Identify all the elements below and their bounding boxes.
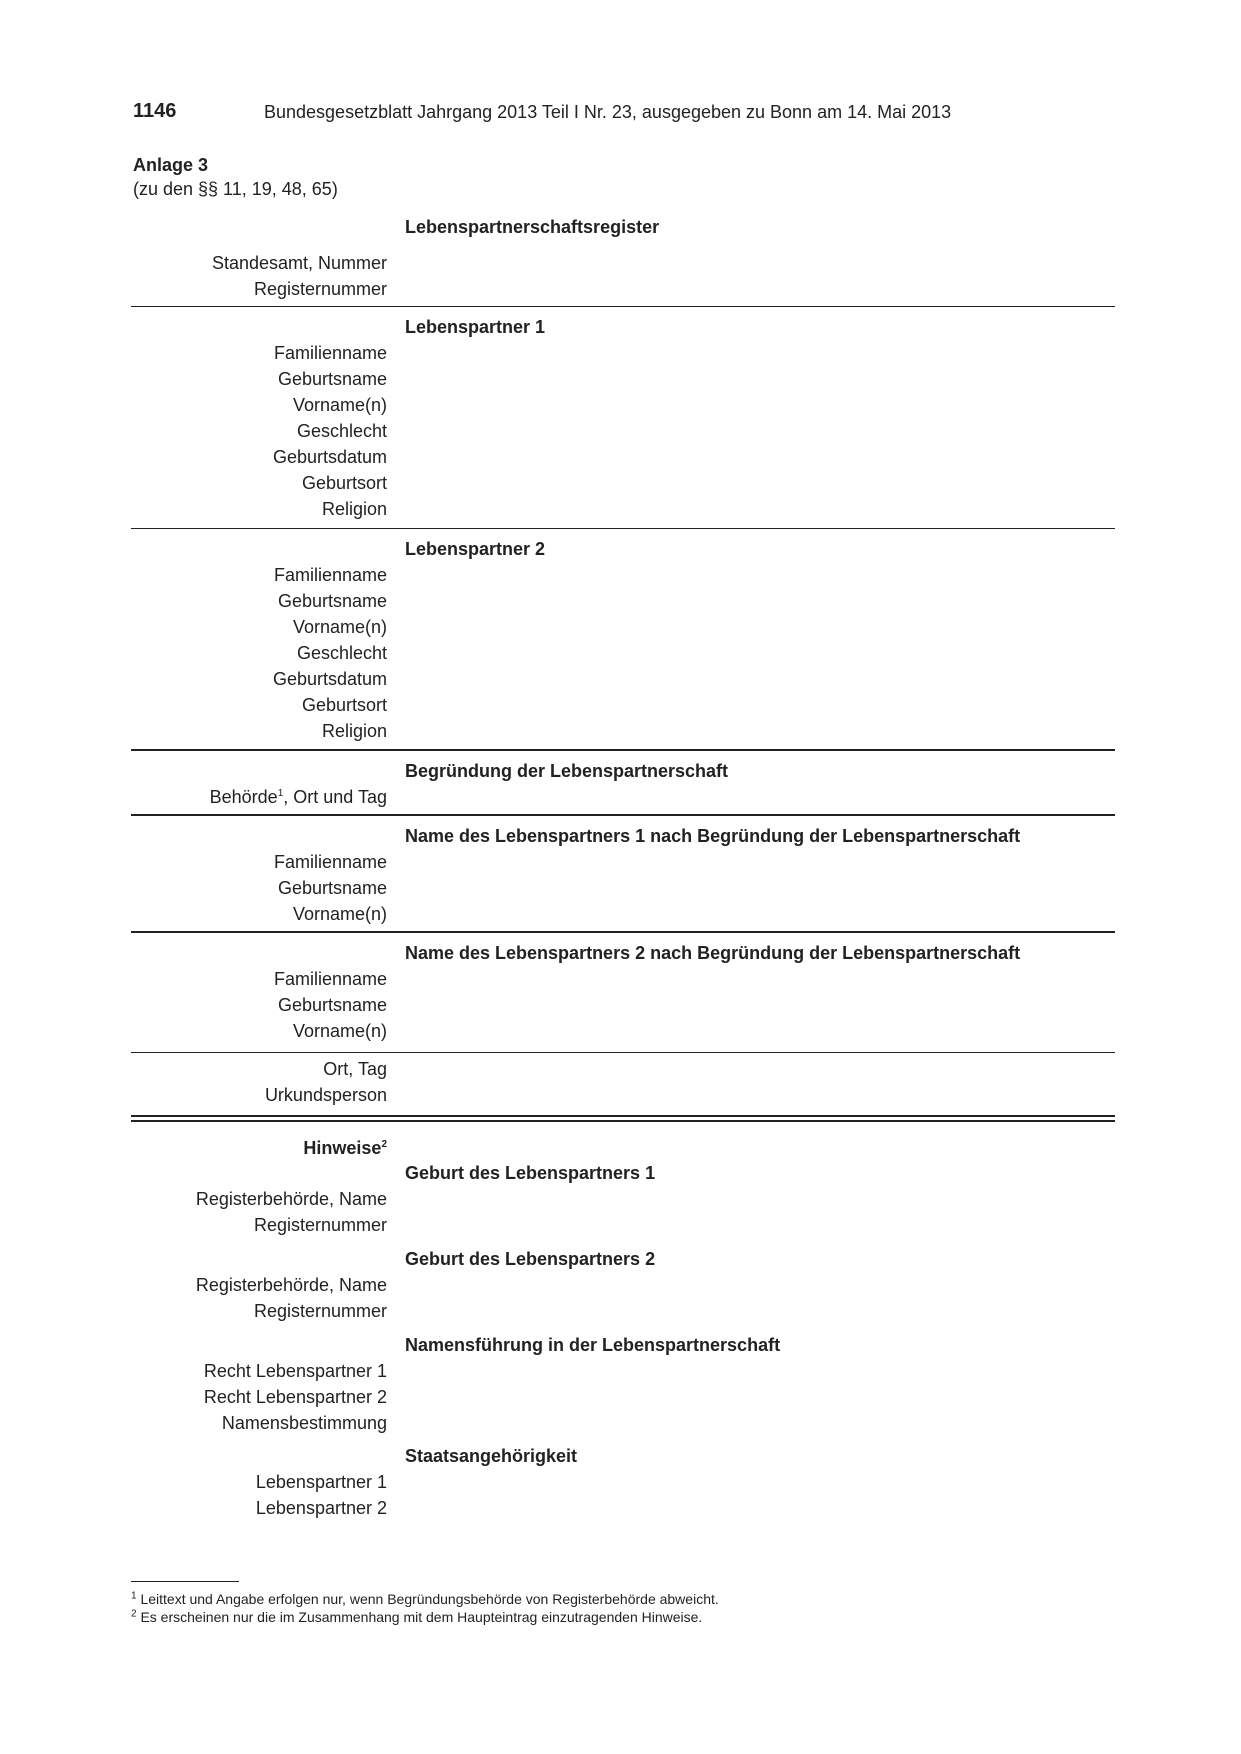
section-title-birth1: Geburt des Lebenspartners 1 [405, 1163, 656, 1183]
section-divider [131, 749, 1115, 751]
field-label: Geburtsort [301, 473, 387, 493]
field-label: Lebenspartner 2 [255, 1498, 387, 1518]
field-label: Vorname(n) [292, 395, 387, 415]
field-label: Registernummer [253, 1301, 387, 1321]
page-header [133, 100, 1113, 126]
section-title-name2: Name des Lebenspartners 2 nach Begründung der Lebenspartnerschaft [405, 943, 1021, 963]
field-label: Registerbehörde, Name [195, 1189, 387, 1209]
field-label: Familienname [273, 343, 387, 363]
section-title-partner2: Lebenspartner 2 [405, 539, 546, 559]
field-label: Geburtsname [277, 995, 387, 1015]
notes-title: Hinweise$^2$ [303, 1138, 387, 1158]
field-label: Geburtsname [277, 369, 387, 389]
field-label: Recht Lebenspartner 2 [203, 1387, 387, 1407]
field-label: Geschlecht [296, 421, 387, 441]
field-label: Namensbestimmung [221, 1413, 387, 1433]
annex-reference: (zu den §§ 11, 19, 48, 65) [133, 179, 338, 199]
field-label: Registerbehörde, Name [195, 1275, 387, 1295]
section-title-naming: Namensführung in der Lebenspartnerschaft [405, 1335, 781, 1355]
section-title-birth2: Geburt des Lebenspartners 2 [405, 1249, 656, 1269]
field-label: Geburtsname [277, 878, 387, 898]
field-label: Geburtsdatum [272, 669, 387, 689]
field-label: Vorname(n) [292, 904, 387, 924]
page-number: 1146 [133, 100, 177, 122]
section-title-name1: Name des Lebenspartners 1 nach Begründung der Lebenspartnerschaft [405, 826, 1021, 846]
section-divider [131, 814, 1115, 816]
field-label-authority: Behörde$^1$, Ort und Tag [209, 787, 387, 807]
footnote: $^1$ Leittext und Angabe erfolgen nur, wenn Begründungsbehörde von Registerbehörde abweicht. [131, 1590, 719, 1607]
field-label: Religion [321, 499, 387, 519]
footnote: $^2$ Es erscheinen nur die im Zusammenhang mit dem Haupteintrag einzutragenden Hinweise. [131, 1608, 703, 1625]
section-divider [131, 306, 1115, 307]
section-title-register: Lebenspartnerschaftsregister [405, 217, 660, 237]
field-label: Geburtsdatum [272, 447, 387, 467]
field-label: Familienname [273, 565, 387, 585]
footnote-divider [131, 1581, 239, 1582]
field-label: Registernummer [253, 1215, 387, 1235]
field-label: Familienname [273, 969, 387, 989]
section-divider [131, 931, 1115, 933]
section-title-citizenship: Staatsangehörigkeit [405, 1446, 578, 1466]
field-label: Lebenspartner 1 [255, 1472, 387, 1492]
field-label: Urkundsperson [264, 1085, 387, 1105]
field-label: Geburtsname [277, 591, 387, 611]
section-title-partner1: Lebenspartner 1 [405, 317, 546, 337]
field-label: Geschlecht [296, 643, 387, 663]
section-divider-double [131, 1115, 1115, 1122]
running-title: Bundesgesetzblatt Jahrgang 2013 Teil I Nr. 23, ausgegeben zu Bonn am 14. Mai 2013 [264, 102, 952, 122]
annex-heading [133, 153, 338, 201]
footnote-ref: 1 [277, 788, 284, 799]
field-label: Standesamt, Nummer [211, 253, 387, 273]
section-divider [131, 1052, 1115, 1053]
section-divider [131, 528, 1115, 529]
footnote-ref: 2 [381, 1139, 387, 1150]
field-label: Ort, Tag [323, 1059, 387, 1079]
field-label: Familienname [273, 852, 387, 872]
footnotes [131, 1590, 719, 1626]
field-label: Vorname(n) [292, 617, 387, 637]
annex-title: Anlage 3 [133, 155, 209, 175]
field-label: Religion [321, 721, 387, 741]
field-label: Registernummer [253, 279, 387, 299]
section-title-founding: Begründung der Lebenspartnerschaft [405, 761, 729, 781]
field-label: Recht Lebenspartner 1 [203, 1361, 387, 1381]
field-label: Geburtsort [301, 695, 387, 715]
field-label: Vorname(n) [292, 1021, 387, 1041]
